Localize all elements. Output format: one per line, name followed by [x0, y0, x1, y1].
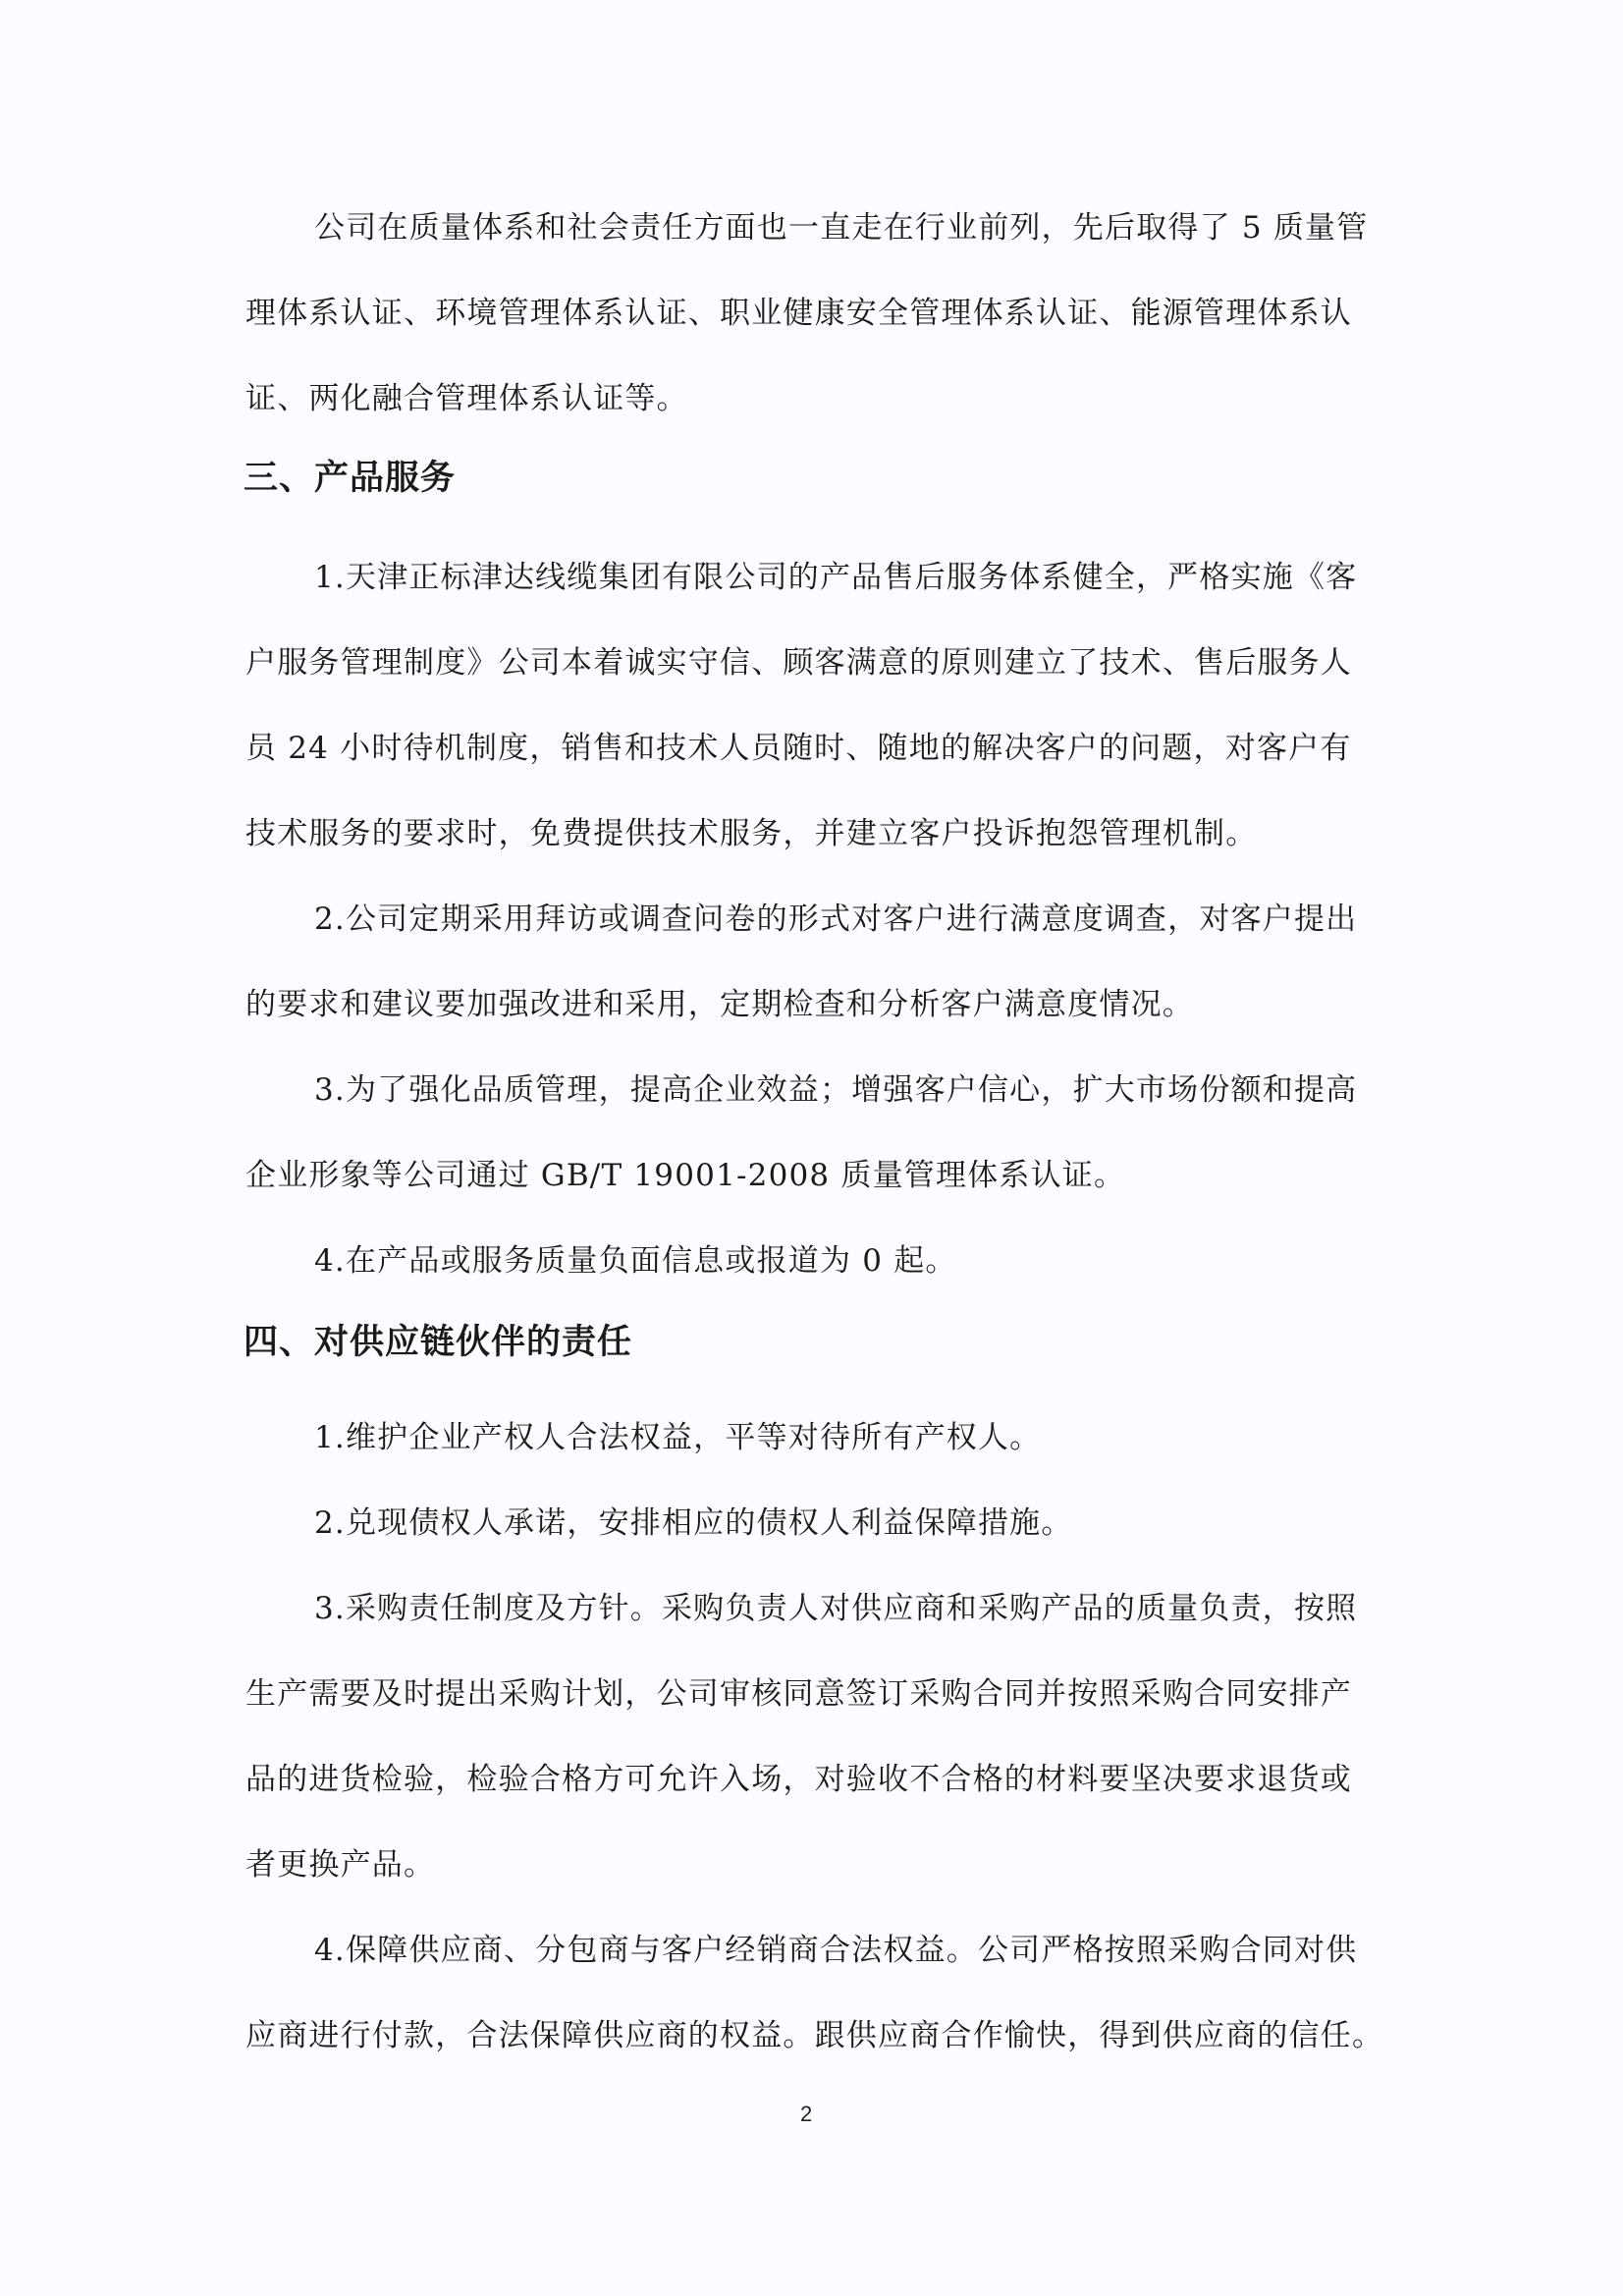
- supply-chain-item-3-line-3: 品的进货检验，检验合格方可允许入场，对验收不合格的材料要坚决要求退货或: [245, 1762, 1352, 1797]
- supply-chain-item-3-line-4: 者更换产品。: [245, 1847, 436, 1883]
- section-heading-supply-chain: 四、对供应链伙伴的责任: [243, 1323, 633, 1362]
- product-service-item-1-line-2: 户服务管理制度》公司本着诚实守信、顾客满意的原则建立了技术、售后服务人: [245, 645, 1352, 681]
- supply-chain-item-3-line-1: 3.采购责任制度及方针。采购负责人对供应商和采购产品的质量负责，按照: [314, 1591, 1358, 1626]
- product-service-item-3-line-2: 企业形象等公司通过 GB/T 19001-2008 质量管理体系认证。: [245, 1158, 1126, 1193]
- product-service-item-2-line-1: 2.公司定期采用拜访或调查问卷的形式对客户进行满意度调查，对客户提出: [314, 902, 1358, 937]
- section-heading-product-service: 三、产品服务: [243, 459, 457, 498]
- product-service-item-4-line-1: 4.在产品或服务质量负面信息或报道为 0 起。: [314, 1243, 957, 1279]
- supply-chain-item-3-line-2: 生产需要及时提出采购计划，公司审核同意签订采购合同并按照采购合同安排产: [245, 1676, 1352, 1712]
- supply-chain-item-1-line-1: 1.维护企业产权人合法权益，平等对待所有产权人。: [314, 1420, 1042, 1455]
- product-service-item-1-line-1: 1.天津正标津达线缆集团有限公司的产品售后服务体系健全，严格实施《客: [314, 560, 1358, 595]
- paragraph-quality-line-3: 证、两化融合管理体系认证等。: [245, 381, 688, 416]
- paragraph-quality-line-1: 公司在质量体系和社会责任方面也一直走在行业前列，先后取得了 5 质量管: [314, 210, 1369, 246]
- product-service-item-3-line-1: 3.为了强化品质管理，提高企业效益；增强客户信心，扩大市场份额和提高: [314, 1072, 1358, 1108]
- supply-chain-item-4-line-1: 4.保障供应商、分包商与客户经销商合法权益。公司严格按照采购合同对供: [314, 1933, 1358, 1968]
- product-service-item-1-line-3: 员 24 小时待机制度，销售和技术人员随时、随地的解决客户的问题，对客户有: [245, 731, 1352, 766]
- supply-chain-item-2-line-1: 2.兑现债权人承诺，安排相应的债权人利益保障措施。: [314, 1505, 1073, 1541]
- product-service-item-1-line-4: 技术服务的要求时，免费提供技术服务，并建立客户投诉抱怨管理机制。: [245, 816, 1258, 851]
- supply-chain-item-4-line-2: 应商进行付款，合法保障供应商的权益。跟供应商合作愉快，得到供应商的信任。: [245, 2018, 1384, 2053]
- paragraph-quality-line-2: 理体系认证、环境管理体系认证、职业健康安全管理体系认证、能源管理体系认: [245, 296, 1352, 331]
- product-service-item-2-line-2: 的要求和建议要加强改进和采用，定期检查和分析客户满意度情况。: [245, 987, 1194, 1022]
- page-number: 2: [800, 2102, 813, 2126]
